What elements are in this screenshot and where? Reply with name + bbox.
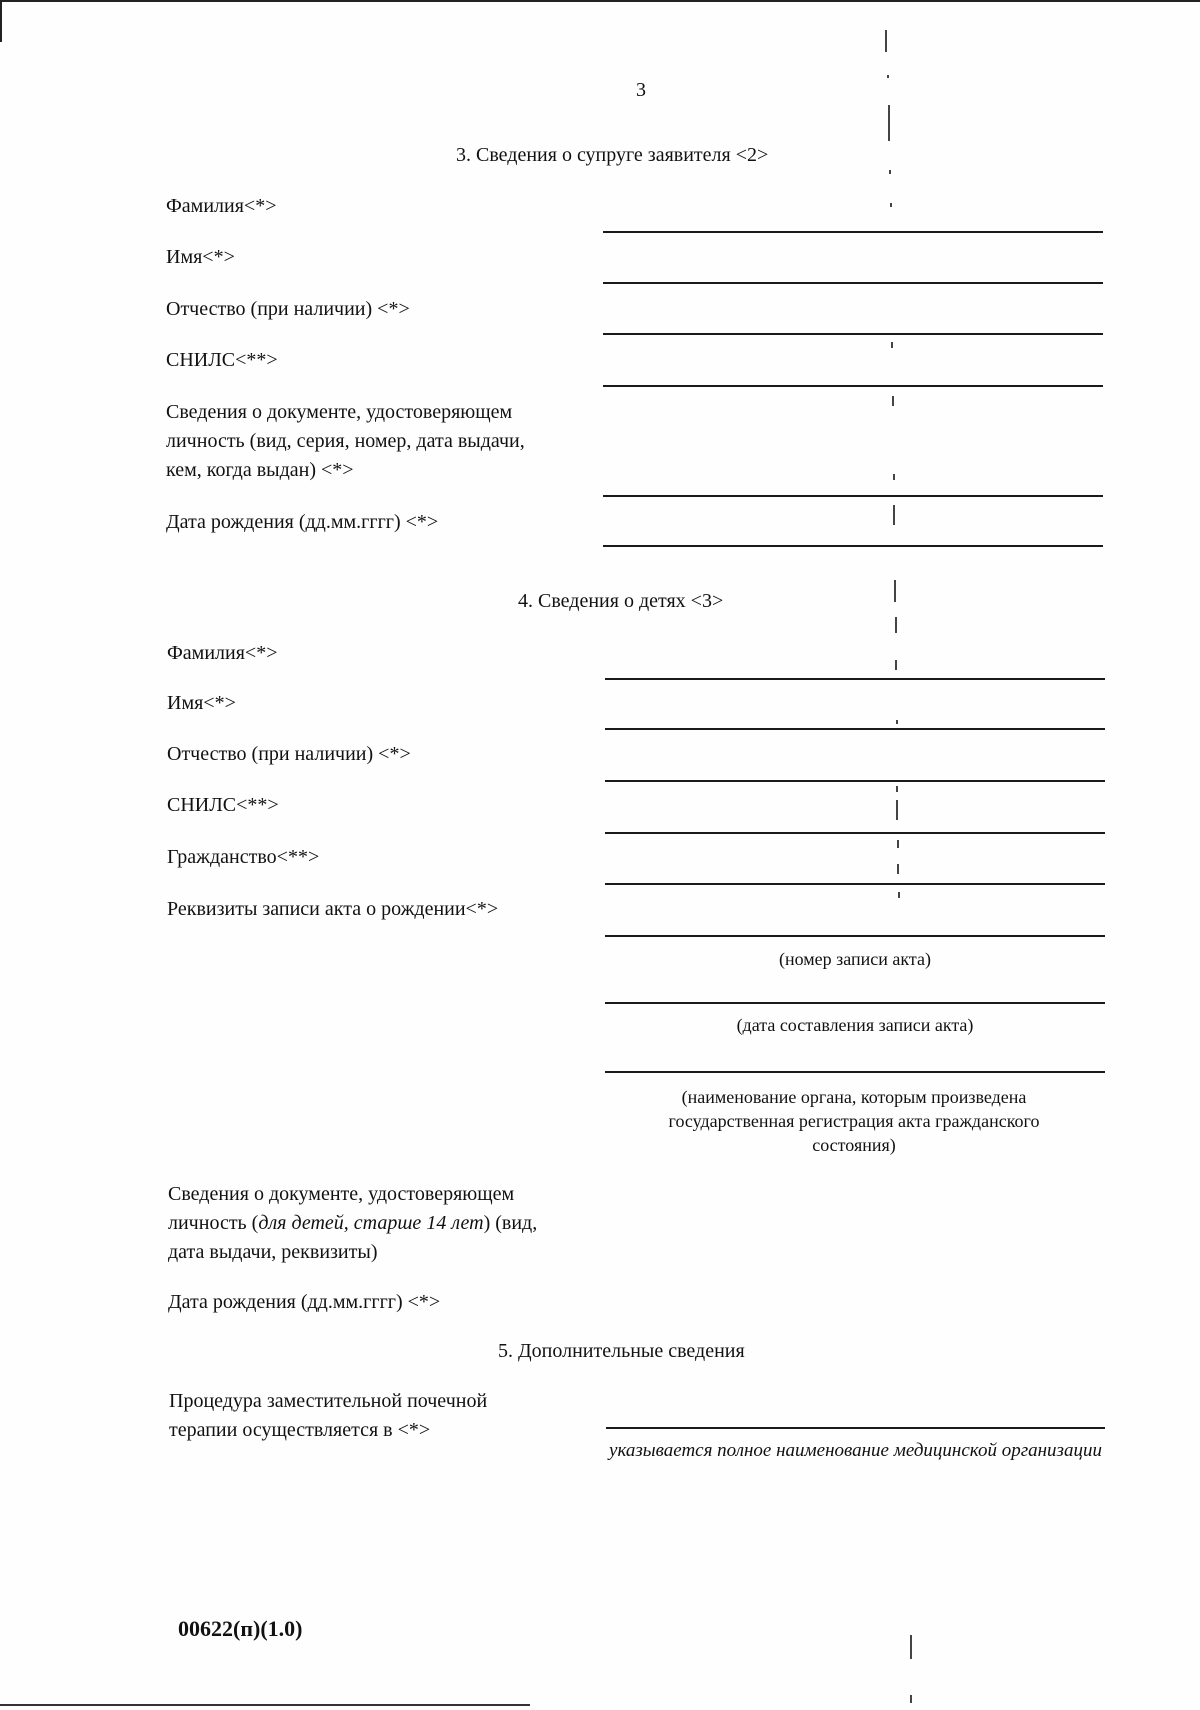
section4-id-doc-line2-pre: личность ( [168,1212,259,1234]
scan-artifact [897,864,899,874]
section4-snils-label: СНИЛС<**> [167,794,279,816]
page-number: 3 [636,79,646,101]
scan-artifact [893,474,895,480]
scan-artifact [892,396,894,406]
section3-id-doc-line1: Сведения о документе, удостоверяющем [166,401,513,423]
form-code: 00622(п)(1.0) [178,1616,303,1641]
scan-artifact [889,170,891,174]
section3-id-doc-line2: личность (вид, серия, номер, дата выдачи, [166,430,525,452]
section4-id-doc-line1: Сведения о документе, удостоверяющем [168,1183,515,1205]
scan-artifact [893,505,895,525]
section4-id-doc-line2-post: ) (вид, [483,1212,538,1234]
section4-patronymic-field[interactable] [605,780,1105,782]
scan-artifact [896,720,898,724]
section4-record-date-caption: (дата составления записи акта) [736,1015,974,1035]
section3-name-field[interactable] [603,282,1103,284]
section4-citizenship-label: Гражданство<**> [167,846,320,868]
section3-snils-label: СНИЛС<**> [166,349,278,371]
scan-artifact [895,660,897,670]
section4-id-doc-line2-italic: для детей, старше 14 лет [258,1212,484,1234]
section4-record-number-caption: (номер записи акта) [779,949,931,969]
section4-id-doc-line3: дата выдачи, реквизиты) [168,1241,378,1263]
section3-surname-label: Фамилия<*> [166,195,277,217]
scan-artifact [910,1695,912,1703]
scan-artifact [897,840,899,848]
section4-record-number-field[interactable] [605,935,1105,937]
section5-procedure-caption: указывается полное наименование медицинской организации [609,1440,1102,1461]
section3-title: 3. Сведения о супруге заявителя <2> [456,144,769,166]
section5-title: 5. Дополнительные сведения [498,1340,745,1362]
section5-procedure-line2: терапии осуществляется в <*> [169,1419,431,1441]
section3-id-doc-line3: кем, когда выдан) <*> [166,459,354,481]
section3-patronymic-label: Отчество (при наличии) <*> [166,298,410,320]
scan-artifact [887,75,889,78]
section4-name-label: Имя<*> [167,692,236,714]
section3-birth-label: Дата рождения (дд.мм.гггг) <*> [166,511,439,533]
scan-artifact [888,105,890,141]
scan-border-left [0,0,2,42]
section3-patronymic-field[interactable] [603,333,1103,335]
section4-title: 4. Сведения о детях <3> [518,590,724,612]
section4-authority-field[interactable] [605,1071,1105,1073]
section3-snils-field[interactable] [603,385,1103,387]
scan-artifact [891,342,893,348]
section3-surname-field[interactable] [603,231,1103,233]
section4-authority-caption: (наименование органа, которым произведена государственная регистрация акта гражданского состояния) [668,1087,1040,1155]
section3-name-label: Имя<*> [166,246,235,268]
section4-patronymic-label: Отчество (при наличии) <*> [167,743,411,765]
section4-id-doc-line2 [168,1209,537,1238]
section3-birth-field[interactable] [603,545,1103,547]
section4-surname-label: Фамилия<*> [167,642,278,664]
section5-procedure-field[interactable] [606,1427,1105,1429]
scan-artifact [896,800,898,820]
scan-artifact [885,30,887,52]
section4-record-date-field[interactable] [605,1002,1105,1004]
scan-artifact [895,617,897,633]
section4-snils-field[interactable] [605,832,1105,834]
scan-border-top [0,0,1200,2]
scan-artifact [898,892,900,898]
scan-border-bottom [0,1704,530,1706]
scan-artifact [894,580,896,602]
section4-citizenship-field[interactable] [605,883,1105,885]
section4-birth-label: Дата рождения (дд.мм.гггг) <*> [168,1291,441,1313]
section4-birth-record-label: Реквизиты записи акта о рождении<*> [167,898,499,920]
scan-artifact [910,1635,912,1659]
section4-name-field[interactable] [605,728,1105,730]
section3-id-doc-field[interactable] [603,495,1103,497]
section5-procedure-line1: Процедура заместительной почечной [169,1390,488,1412]
scan-artifact [890,203,892,207]
scan-artifact [896,786,898,792]
section4-surname-field[interactable] [605,678,1105,680]
